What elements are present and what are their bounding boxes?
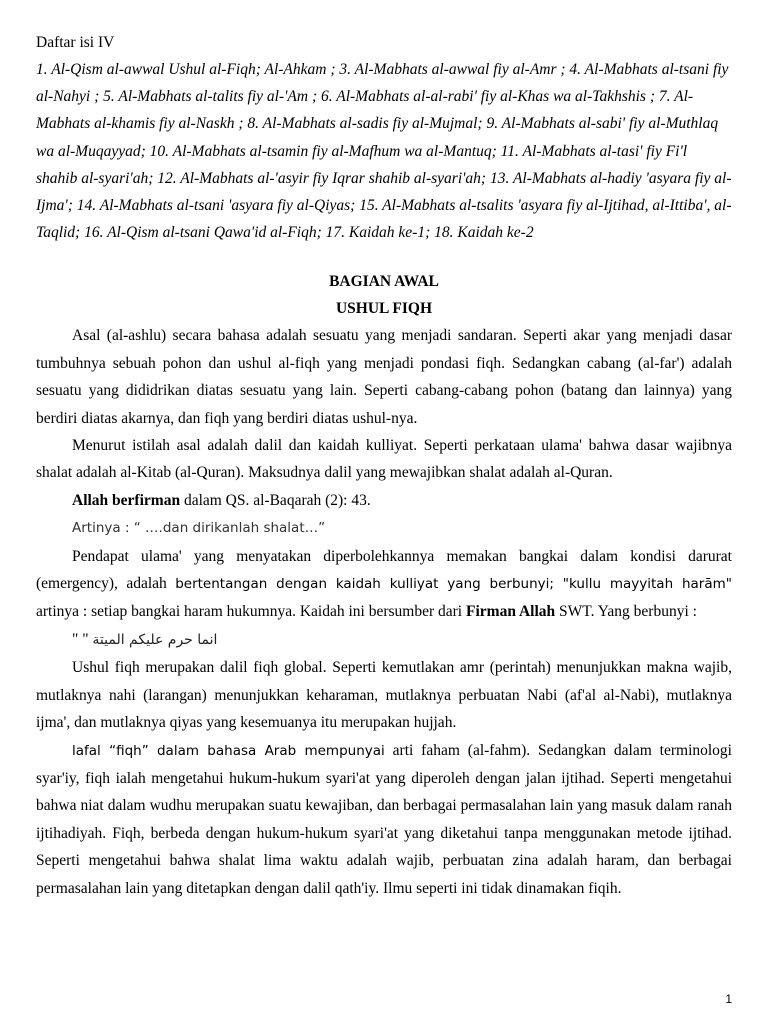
spacer [36, 246, 732, 268]
quote-marks: " " [72, 630, 89, 648]
paragraph-pendapat [36, 543, 732, 626]
paragraph-text: artinya : setiap bangkai haram hukumnya. Kaidah ini bersumber dari [36, 603, 466, 621]
paragraph-text: dalam QS. al-Baqarah (2): 43. [180, 491, 371, 509]
bold-text: Allah berfirman [72, 491, 181, 509]
page-number: 1 [725, 992, 732, 1006]
toc-list: 1. Al-Qism al-awwal Ushul al-Fiqh; Al-Ahkam ; 3. Al-Mabhats al-awwal fiy al-Amr ; 4. Al-Mabhats al-tsani fiy al-Nahyi ; 5. Al-Mabhats al-talits fiy al-'Am ; 6. Al-Mabhats al-al-rabi' fiy al-Khas wa al-Takhshis ; 7. Al-Mabhats al-khamis fiy al-Naskh ; 8. Al-Mabhats al-sadis fiy al-Mujmal; 9. Al-Mabhats al-sabi' fiy al-Muthlaq wa al-Muqayyad; 10. Al-Mabhats al-tsamin fiy al-Mafhum wa al-Mantuq; 11. Al-Mabhats al-tasi' fiy Fi'l shahib al-syari'ah; 12. Al-Mabhats al-'asyir fiy Iqrar shahib al-syari'ah; 13. Al-Mabhats al-hadiy 'asyara fiy al-Ijma'; 14. Al-Mabhats al-tsani 'asyara fiy al-Qiyas; 15. Al-Mabhats al-tsalits 'asyara fiy al-Ijtihad, al-Ittiba', al-Taqlid; 16. Al-Qism al-tsani Qawa'id al-Fiqh; 17. Kaidah ke-1; 18. Kaidah ke-2 [36, 61, 732, 242]
document-page [36, 30, 732, 902]
paragraph-text: SWT. Yang berbunyi : [555, 603, 697, 621]
section-title: BAGIAN AWAL [329, 273, 439, 291]
paragraph-text-sans: lafal “fiqh” dalam bahasa Arab mempunyai [72, 742, 385, 759]
paragraph-ushul-fiqh: Ushul fiqh merupakan dalil fiqh global. Seperti kemutlakan amr (perintah) menunjukkan makna wajib, mutlaknya nahi (larangan) menunjukkan keharaman, mutlaknya perbuatan Nabi (af'al al-Nabi), mutlaknya ijma', dan mutlaknya qiyas yang kesemuanya itu merupakan hujjah. [36, 659, 732, 732]
paragraph-artinya [36, 514, 732, 542]
toc-heading: Daftar isi IV [36, 34, 115, 51]
translation-text: Artinya : “ .…dan dirikanlah shalat…” [72, 520, 326, 537]
section-subtitle: USHUL FIQH [335, 300, 433, 318]
paragraph-asal: Asal (al-ashlu) secara bahasa adalah sesuatu yang menjadi sandaran. Seperti akar yang menjadi dasar tumbuhnya sebuah pohon dan ushul al-fiqh yang menjadi pondasi fiqh. Sedangkan cabang (al-far') adalah sesuatu yang dididrikan diatas sesuatu yang lain. Seperti cabang-cabang pohon (batang dan lainnya) yang berdiri diatas akarnya, dan fiqh yang berdiri diatas ushul-nya. [36, 327, 732, 427]
paragraph-allah-berfirman [36, 487, 732, 514]
paragraph-lafal-fiqh [36, 737, 732, 902]
paragraph-text: arti faham (al-fahm). Sedangkan dalam terminologi syar'iy, fiqh ialah mengetahui hukum-hukum syari'at yang diperoleh dengan jalan ijtihad. Seperti mengetahui bahwa niat dalam wudhu merupakan suatu kewajiban, dan berbagai permasalahan lain yang masuk dalam ranah ijtihadiyah. Fiqh, berbeda dengan hukum-hukum syari'at yang diketahui tanpa menggunakan metode ijtihad. Seperti mengetahui bahwa shalat lima waktu adalah wajib, perbuatan zina adalah haram, dan berbagai permasalahan lain yang ditetapkan dengan dalil qath'iy. Ilmu seperti ini tidak dinamakan fiqih. [36, 741, 732, 897]
bold-text: Firman Allah [466, 603, 556, 621]
paragraph-arabic-verse [36, 626, 732, 654]
arabic-verse: انما حرم عليكم الميتة [92, 631, 218, 648]
paragraph-text-sans: bertentangan dengan kaidah kulliyat yang berbunyi; "kullu mayyitah harām" [175, 576, 732, 593]
paragraph-istilah: Menurut istilah asal adalah dalil dan kaidah kulliyat. Seperti perkataan ulama' bahwa dasar wajibnya shalat adalah al-Kitab (al-Quran). Maksudnya dalil yang mewajibkan shalat adalah al-Quran. [36, 437, 732, 482]
paragraph-text: Pendapat ulama' yang menyatakan diperbolehkannya memakan bangkai dalam kondisi darurat (emergency), adalah [36, 547, 732, 593]
